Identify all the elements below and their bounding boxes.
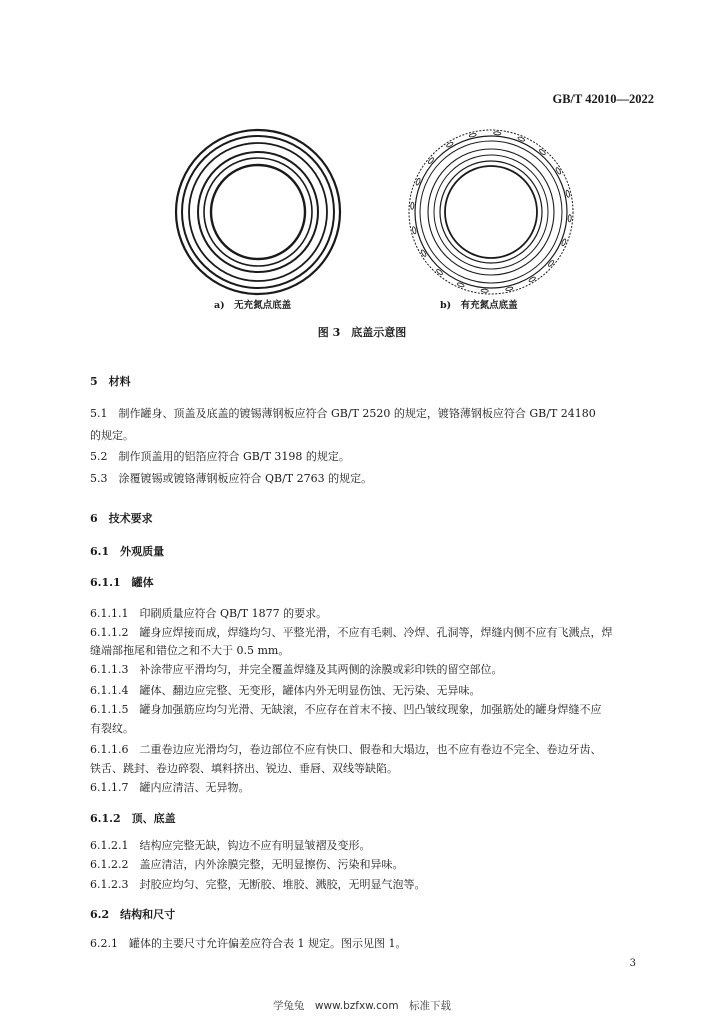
clause-6-1-1-6-line1: 6.1.1.6 二重卷边应光滑均匀，卷边部位不应有快口、假卷和大塌边，也不应有卷边不完全、卷边牙齿、 xyxy=(90,743,602,756)
clause-6-1-1-2-line1: 6.1.1.2 罐身应焊接而成，焊缝均匀、平整光滑，不应有毛刺、冷焊、孔洞等，焊缝内侧不应有飞溅点，焊 xyxy=(90,626,613,639)
nitrogen-point xyxy=(481,289,488,293)
nitrogen-point xyxy=(469,133,477,138)
clause-6-1-1-4: 6.1.1.4 罐体、翻边应完整、无变形，罐体内外无明显伤蚀、无污染、无异味。 xyxy=(90,684,481,697)
clause-6-1-2-1: 6.1.2.1 结构应完整无缺，钩边不应有明显皱褶及变形。 xyxy=(90,839,371,852)
clause-6-1-1-2-line2: 缝端部拖尾和错位之和不大于 0.5 mm。 xyxy=(90,644,290,657)
clause-5-1-line1: 5.1 制作罐身、顶盖及底盖的镀锡薄钢板应符合 GB/T 2520 的规定，镀铬薄钢板应符合 GB/T 24180 xyxy=(90,407,596,420)
section-5-title: 5 材料 xyxy=(90,375,131,388)
section-6-1-1-title: 6.1.1 罐体 xyxy=(90,576,154,589)
clause-5-1-line2: 的规定。 xyxy=(90,429,134,442)
clause-5-3: 5.3 涂覆镀锡或镀铬薄钢板应符合 QB/T 2763 的规定。 xyxy=(90,472,373,485)
clause-5-2: 5.2 制作顶盖用的铝箔应符合 GB/T 3198 的规定。 xyxy=(90,450,350,463)
clause-6-1-2-2: 6.1.2.2 盖应清洁，内外涂膜完整，无明显擦伤、污染和异味。 xyxy=(90,858,404,871)
section-6-title: 6 技术要求 xyxy=(90,512,153,525)
lid-diagram-b xyxy=(409,130,573,294)
clause-6-1-1-7: 6.1.1.7 罐内应清洁、无异物。 xyxy=(90,781,250,794)
figure-bottom-lid xyxy=(0,0,724,320)
standard-code: GB/T 42010—2022 xyxy=(552,92,654,106)
nitrogen-point xyxy=(494,132,501,136)
clause-6-1-1-6-line2: 铁舌、跳封、卷边碎裂、填料挤出、锐边、垂唇、双线等缺陷。 xyxy=(90,762,398,775)
section-6-2-title: 6.2 结构和尺寸 xyxy=(90,908,176,921)
clause-6-1-1-3: 6.1.1.3 补涂带应平滑均匀，并完全覆盖焊缝及其两侧的涂膜或彩印铁的留空部位。 xyxy=(90,663,503,676)
nitrogen-point xyxy=(568,215,572,222)
clause-6-1-2-3: 6.1.2.3 封胶应均匀、完整，无断胶、堆胶、溅胶，无明显气泡等。 xyxy=(90,878,426,891)
nitrogen-filling-points xyxy=(411,132,572,293)
clause-6-2-1: 6.2.1 罐体的主要尺寸允许偏差应符合表 1 规定。图示见图 1。 xyxy=(90,937,407,950)
clause-6-1-1-5-line1: 6.1.1.5 罐身加强筋应均匀光滑、无缺滚，不应存在首末不接、凹凸皱纹现象，加强筋处的罐身焊缝不应 xyxy=(90,703,602,716)
clause-6-1-1-5-line2: 有裂纹。 xyxy=(90,722,134,735)
section-6-1-2-title: 6.1.2 顶、底盖 xyxy=(90,812,176,825)
nitrogen-point xyxy=(566,190,571,198)
lid-diagram-a xyxy=(176,130,340,294)
figure-caption: 图 3 底盖示意图 xyxy=(317,326,407,339)
figure-sublabel-a: a) 无充氮点底盖 xyxy=(214,300,292,311)
page-number: 3 xyxy=(629,958,636,969)
section-6-1-title: 6.1 外观质量 xyxy=(90,545,165,558)
nitrogen-point xyxy=(411,202,415,209)
footer-watermark: 学兔兔 www.bzfxw.com 标准下载 xyxy=(272,1000,452,1012)
nitrogen-point xyxy=(505,287,513,292)
figure-sublabel-b: b) 有充氮点底盖 xyxy=(440,300,518,311)
nitrogen-point xyxy=(412,226,417,234)
clause-6-1-1-1: 6.1.1.1 印刷质量应符合 QB/T 1877 的要求。 xyxy=(90,607,328,620)
